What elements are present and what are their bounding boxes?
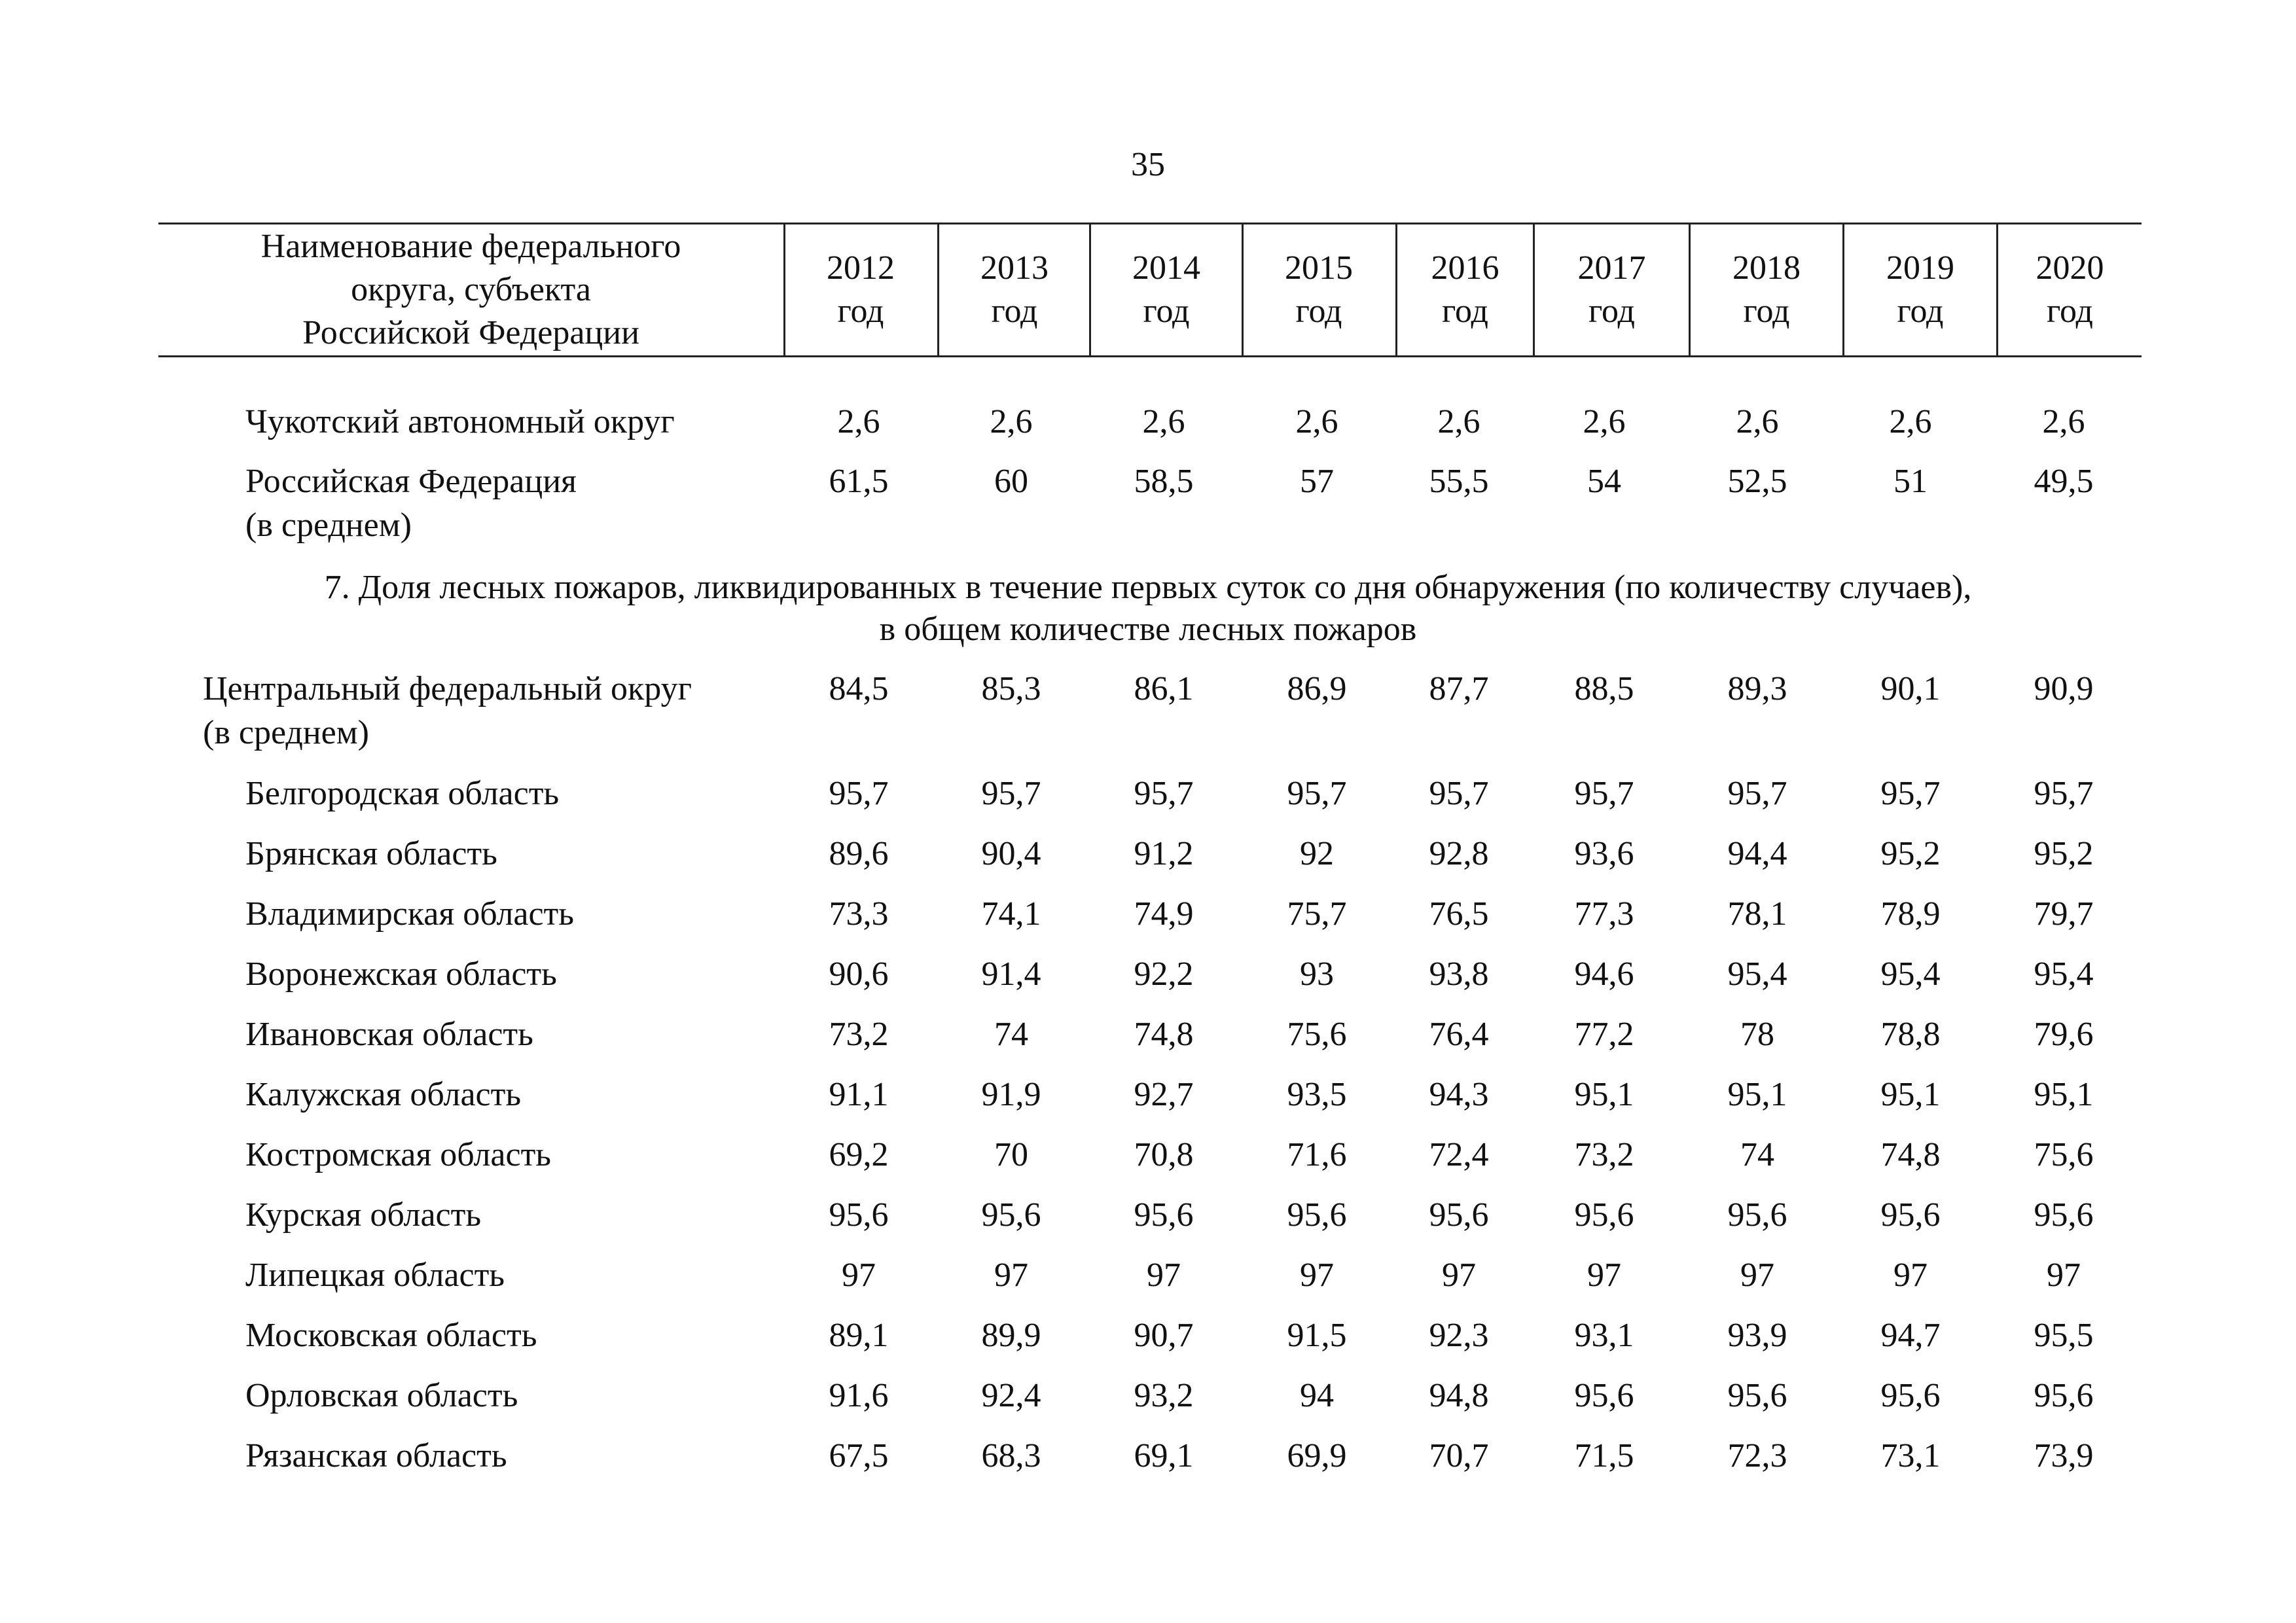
value-2017: 95,7 xyxy=(1574,775,1634,812)
district-name-continuation: (в среднем) xyxy=(203,714,369,751)
region-name: Ивановская область xyxy=(245,1016,533,1053)
table-row xyxy=(0,1013,2296,1056)
section-title-line2: в общем количестве лесных пожаров xyxy=(879,611,1417,648)
value-2019: 78,8 xyxy=(1880,1016,1941,1053)
value-2017: 95,6 xyxy=(1574,1377,1634,1414)
value-2013: 97 xyxy=(994,1257,1028,1294)
table-row xyxy=(0,668,2296,711)
value-2015: 91,5 xyxy=(1287,1317,1347,1354)
value-2019: 95,6 xyxy=(1880,1196,1941,1234)
value-2019: 95,1 xyxy=(1880,1076,1941,1113)
value-2014: 95,6 xyxy=(1134,1196,1194,1234)
value-2020: 95,6 xyxy=(2034,1196,2094,1234)
value-2018: 94,4 xyxy=(1727,835,1787,872)
value-2017: 95,1 xyxy=(1574,1076,1634,1113)
value-2014: 74,9 xyxy=(1134,895,1194,933)
value-2017: 88,5 xyxy=(1574,670,1634,707)
value-2017: 73,2 xyxy=(1574,1136,1634,1173)
value-2019: 95,2 xyxy=(1880,835,1941,872)
value-2016: 93,8 xyxy=(1429,955,1489,993)
value-2018: 89,3 xyxy=(1727,670,1787,707)
value-2012: 91,1 xyxy=(829,1076,889,1113)
value-2018: 74 xyxy=(1740,1136,1774,1173)
value-2012: 2,6 xyxy=(837,403,880,440)
table-row xyxy=(0,460,2296,503)
value-2015: 97 xyxy=(1300,1257,1334,1294)
value-2016: 94,8 xyxy=(1429,1377,1489,1414)
value-2019: 73,1 xyxy=(1880,1437,1941,1474)
value-2013: 89,9 xyxy=(981,1317,1041,1354)
value-2013: 91,4 xyxy=(981,955,1041,993)
value-2019: 94,7 xyxy=(1880,1317,1941,1354)
value-2017: 2,6 xyxy=(1583,403,1626,440)
value-2016: 92,8 xyxy=(1429,835,1489,872)
value-2020: 79,7 xyxy=(2034,895,2094,933)
value-2017: 97 xyxy=(1587,1257,1621,1294)
value-2020: 95,4 xyxy=(2034,955,2094,993)
value-2017: 93,1 xyxy=(1574,1317,1634,1354)
value-2018: 95,4 xyxy=(1727,955,1787,993)
header-name-column: Наименование федерального округа, субъекта Российской Федерации xyxy=(260,228,681,351)
value-2015: 75,7 xyxy=(1287,895,1347,933)
header-year-2013: 2013 год xyxy=(980,249,1049,330)
table-row xyxy=(0,953,2296,996)
table-header xyxy=(158,223,2142,357)
table-row xyxy=(0,832,2296,876)
section-title-line1: 7. Доля лесных пожаров, ликвидированных в течение первых суток со дня обнаружения (по количеству случаев), xyxy=(324,569,1972,606)
region-name: Российская Федерация xyxy=(245,463,577,500)
value-2017: 71,5 xyxy=(1574,1437,1634,1474)
value-2013: 85,3 xyxy=(981,670,1041,707)
value-2012: 90,6 xyxy=(829,955,889,993)
value-2018: 72,3 xyxy=(1727,1437,1787,1474)
value-2016: 94,3 xyxy=(1429,1076,1489,1113)
header-year-2018: 2018 год xyxy=(1732,249,1801,330)
region-name: Белгородская область xyxy=(245,775,560,812)
value-2014: 74,8 xyxy=(1134,1016,1194,1053)
value-2017: 77,2 xyxy=(1574,1016,1634,1053)
value-2015: 69,9 xyxy=(1287,1437,1347,1474)
header-year-2019: 2019 год xyxy=(1886,249,1954,330)
value-2013: 68,3 xyxy=(981,1437,1041,1474)
value-2015: 95,7 xyxy=(1287,775,1347,812)
value-2018: 97 xyxy=(1740,1257,1774,1294)
value-2018: 78,1 xyxy=(1727,895,1787,933)
value-2019: 90,1 xyxy=(1880,670,1941,707)
value-2018: 95,1 xyxy=(1727,1076,1787,1113)
region-name: Воронежская область xyxy=(245,955,557,993)
value-2013: 2,6 xyxy=(990,403,1033,440)
value-2019: 51 xyxy=(1893,463,1928,500)
table-row xyxy=(0,1435,2296,1478)
value-2015: 71,6 xyxy=(1287,1136,1347,1173)
region-name: Владимирская область xyxy=(245,895,574,933)
value-2012: 91,6 xyxy=(829,1377,889,1414)
value-2015: 86,9 xyxy=(1287,670,1347,707)
value-2013: 95,6 xyxy=(981,1196,1041,1234)
table-row xyxy=(0,1073,2296,1116)
value-2013: 74,1 xyxy=(981,895,1041,933)
value-2020: 2,6 xyxy=(2042,403,2085,440)
header-year-2014: 2014 год xyxy=(1132,249,1200,330)
value-2012: 67,5 xyxy=(829,1437,889,1474)
value-2020: 95,6 xyxy=(2034,1377,2094,1414)
value-2020: 95,1 xyxy=(2034,1076,2094,1113)
value-2018: 2,6 xyxy=(1736,403,1779,440)
value-2016: 97 xyxy=(1442,1257,1476,1294)
value-2012: 73,2 xyxy=(829,1016,889,1053)
value-2020: 90,9 xyxy=(2034,670,2094,707)
header-year-2017: 2017 год xyxy=(1577,249,1646,330)
value-2014: 90,7 xyxy=(1134,1317,1194,1354)
value-2018: 95,6 xyxy=(1727,1196,1787,1234)
value-2015: 94 xyxy=(1300,1377,1334,1414)
value-2017: 93,6 xyxy=(1574,835,1634,872)
value-2016: 70,7 xyxy=(1429,1437,1489,1474)
value-2014: 91,2 xyxy=(1134,835,1194,872)
value-2015: 93,5 xyxy=(1287,1076,1347,1113)
header-year-2020: 2020 год xyxy=(2036,249,2104,330)
value-2016: 72,4 xyxy=(1429,1136,1489,1173)
value-2014: 86,1 xyxy=(1134,670,1194,707)
value-2014: 92,2 xyxy=(1134,955,1194,993)
value-2017: 77,3 xyxy=(1574,895,1634,933)
value-2020: 95,2 xyxy=(2034,835,2094,872)
value-2015: 57 xyxy=(1300,463,1334,500)
region-name: Чукотский автономный округ xyxy=(245,403,675,440)
value-2020: 95,7 xyxy=(2034,775,2094,812)
value-2015: 93 xyxy=(1300,955,1334,993)
value-2015: 75,6 xyxy=(1287,1016,1347,1053)
value-2019: 97 xyxy=(1893,1257,1928,1294)
value-2020: 79,6 xyxy=(2034,1016,2094,1053)
value-2012: 95,7 xyxy=(829,775,889,812)
value-2013: 95,7 xyxy=(981,775,1041,812)
value-2013: 60 xyxy=(994,463,1028,500)
district-name: Центральный федеральный округ xyxy=(203,670,692,707)
value-2016: 95,7 xyxy=(1429,775,1489,812)
value-2019: 78,9 xyxy=(1880,895,1941,933)
value-2020: 73,9 xyxy=(2034,1437,2094,1474)
value-2013: 91,9 xyxy=(981,1076,1041,1113)
value-2014: 92,7 xyxy=(1134,1076,1194,1113)
value-2016: 2,6 xyxy=(1437,403,1480,440)
table-row xyxy=(0,1374,2296,1418)
value-2020: 95,5 xyxy=(2034,1317,2094,1354)
table-row xyxy=(0,401,2296,444)
value-2017: 94,6 xyxy=(1574,955,1634,993)
value-2017: 95,6 xyxy=(1574,1196,1634,1234)
table-row xyxy=(0,1314,2296,1357)
header-year-2016: 2016 год xyxy=(1431,249,1499,330)
value-2017: 54 xyxy=(1587,463,1621,500)
value-2014: 70,8 xyxy=(1134,1136,1194,1173)
value-2019: 74,8 xyxy=(1880,1136,1941,1173)
value-2013: 74 xyxy=(994,1016,1028,1053)
value-2014: 93,2 xyxy=(1134,1377,1194,1414)
value-2014: 97 xyxy=(1147,1257,1181,1294)
table-row xyxy=(0,772,2296,815)
table-row xyxy=(0,1194,2296,1237)
value-2016: 76,5 xyxy=(1429,895,1489,933)
region-name: Московская область xyxy=(245,1317,537,1354)
value-2014: 2,6 xyxy=(1142,403,1185,440)
page-number: 35 xyxy=(1131,146,1165,183)
region-name-continuation: (в среднем) xyxy=(245,507,412,544)
value-2016: 76,4 xyxy=(1429,1016,1489,1053)
value-2018: 93,9 xyxy=(1727,1317,1787,1354)
value-2012: 84,5 xyxy=(829,670,889,707)
value-2014: 69,1 xyxy=(1134,1437,1194,1474)
value-2014: 95,7 xyxy=(1134,775,1194,812)
header-year-2015: 2015 год xyxy=(1285,249,1353,330)
value-2020: 97 xyxy=(2047,1257,2081,1294)
value-2016: 92,3 xyxy=(1429,1317,1489,1354)
value-2012: 89,1 xyxy=(829,1317,889,1354)
value-2019: 2,6 xyxy=(1889,403,1932,440)
region-name: Калужская область xyxy=(245,1076,522,1113)
value-2014: 58,5 xyxy=(1134,463,1194,500)
value-2018: 95,6 xyxy=(1727,1377,1787,1414)
table-row xyxy=(0,1133,2296,1177)
value-2013: 90,4 xyxy=(981,835,1041,872)
value-2020: 49,5 xyxy=(2034,463,2094,500)
value-2019: 95,4 xyxy=(1880,955,1941,993)
region-name: Курская область xyxy=(245,1196,482,1234)
value-2012: 61,5 xyxy=(829,463,889,500)
value-2020: 75,6 xyxy=(2034,1136,2094,1173)
region-name: Костромская область xyxy=(245,1136,552,1173)
table-row xyxy=(0,893,2296,936)
region-name: Орловская область xyxy=(245,1377,518,1414)
value-2012: 95,6 xyxy=(829,1196,889,1234)
value-2016: 87,7 xyxy=(1429,670,1489,707)
value-2012: 69,2 xyxy=(829,1136,889,1173)
value-2012: 97 xyxy=(842,1257,876,1294)
value-2013: 92,4 xyxy=(981,1377,1041,1414)
value-2018: 78 xyxy=(1740,1016,1774,1053)
value-2018: 95,7 xyxy=(1727,775,1787,812)
value-2019: 95,6 xyxy=(1880,1377,1941,1414)
value-2016: 95,6 xyxy=(1429,1196,1489,1234)
value-2018: 52,5 xyxy=(1727,463,1787,500)
value-2016: 55,5 xyxy=(1429,463,1489,500)
region-name: Липецкая область xyxy=(245,1257,505,1294)
value-2015: 92 xyxy=(1300,835,1334,872)
value-2012: 73,3 xyxy=(829,895,889,933)
value-2012: 89,6 xyxy=(829,835,889,872)
table-row xyxy=(0,1254,2296,1297)
value-2013: 70 xyxy=(994,1136,1028,1173)
region-name: Брянская область xyxy=(245,835,497,872)
value-2019: 95,7 xyxy=(1880,775,1941,812)
header-year-2012: 2012 год xyxy=(827,249,895,330)
region-name: Рязанская область xyxy=(245,1437,507,1474)
value-2015: 95,6 xyxy=(1287,1196,1347,1234)
value-2015: 2,6 xyxy=(1295,403,1338,440)
